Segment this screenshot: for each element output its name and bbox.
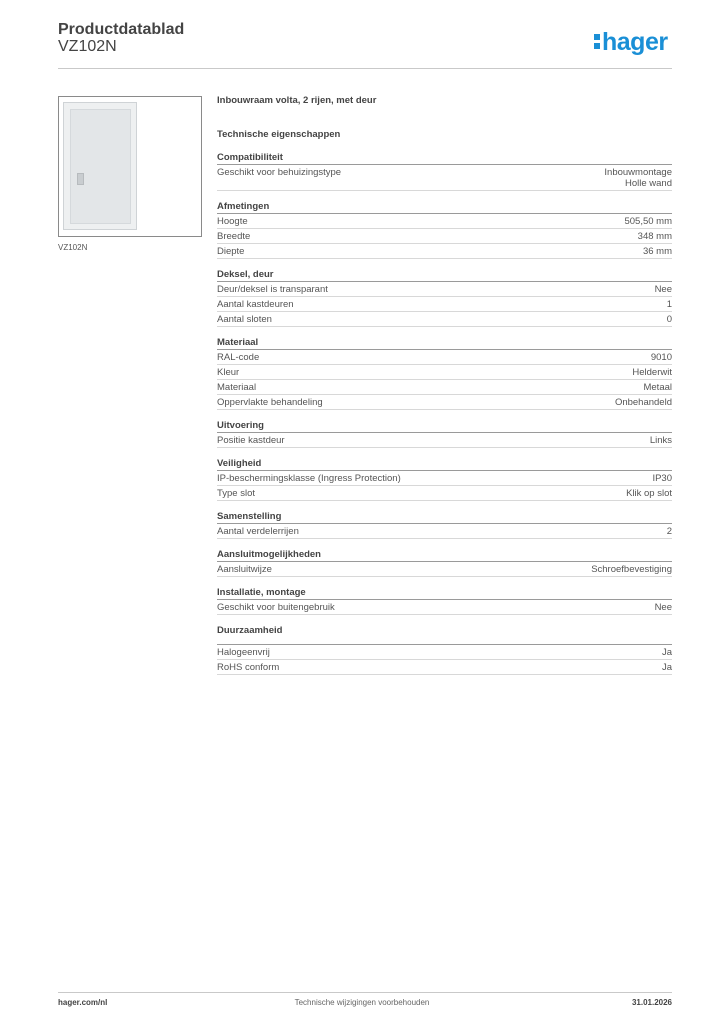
spec-value-line: 2	[666, 526, 672, 537]
spec-value-line: Klik op slot	[626, 488, 672, 499]
spec-content	[217, 95, 672, 684]
spec-value-line: 36 mm	[642, 246, 672, 257]
footer-date: 31.01.2026	[631, 998, 672, 1007]
spec-row	[217, 350, 672, 365]
hager-logo	[594, 28, 668, 57]
logo-text: hager	[602, 28, 668, 56]
spec-label: Aantal verdelerrijen	[217, 526, 299, 537]
spec-value	[643, 382, 672, 393]
spec-label: Breedte	[217, 231, 251, 242]
spec-row	[217, 380, 672, 395]
spec-label: Kleur	[217, 367, 240, 378]
spec-value	[655, 602, 672, 613]
spec-value	[615, 397, 672, 408]
footer-website[interactable]: hager.com/nl	[58, 998, 108, 1007]
product-title: Inbouwraam volta, 2 rijen, met deur	[217, 95, 377, 106]
spec-row	[217, 297, 672, 312]
spec-section	[217, 457, 672, 501]
spec-value-line: Links	[649, 435, 672, 446]
spec-value-line: 505,50 mm	[624, 216, 672, 227]
spec-row	[217, 660, 672, 675]
spec-label: Halogeenvrij	[217, 647, 270, 658]
spec-section	[217, 151, 672, 191]
page-title: Productdatablad	[58, 21, 185, 38]
spec-section	[217, 548, 672, 577]
spec-value-line: 9010	[650, 352, 672, 363]
spec-label: Diepte	[217, 246, 245, 257]
spec-label: IP-beschermingsklasse (Ingress Protection)	[217, 473, 401, 484]
spec-value-line: Nee	[654, 284, 672, 295]
footer-disclaimer: Technische wijzigingen voorbehouden	[294, 998, 430, 1007]
spec-value	[626, 488, 672, 499]
spec-value	[667, 314, 672, 325]
spec-label: Geschikt voor buitengebruik	[217, 602, 335, 613]
spec-value	[667, 526, 672, 537]
spec-value	[632, 367, 672, 378]
spec-value-line: IP30	[652, 473, 672, 484]
spec-label: Hoogte	[217, 216, 248, 227]
spec-value-line: Onbehandeld	[614, 397, 672, 408]
spec-row	[217, 312, 672, 327]
spec-row	[217, 395, 672, 410]
spec-value-line: Ja	[661, 647, 672, 658]
spec-value-line: 0	[666, 314, 672, 325]
spec-section	[217, 336, 672, 410]
section-title: Samenstelling	[217, 510, 672, 524]
spec-value-line: Inbouwmontage	[604, 167, 672, 178]
spec-row	[217, 486, 672, 501]
spec-label: Type slot	[217, 488, 256, 499]
spec-section	[217, 268, 672, 327]
section-title: Duurzaamheid	[217, 625, 283, 636]
spec-section	[217, 200, 672, 259]
door-panel	[70, 109, 131, 224]
spec-value-line: Schroefbevestiging	[591, 564, 672, 575]
spec-value-line: Holle wand	[625, 178, 672, 189]
spec-value-line: 348 mm	[637, 231, 672, 242]
spec-value	[643, 246, 672, 257]
spec-label: Positie kastdeur	[217, 435, 285, 446]
spec-section	[217, 586, 672, 615]
spec-label: Geschikt voor behuizingstype	[217, 167, 342, 178]
spec-row	[217, 165, 672, 191]
spec-row	[217, 562, 672, 577]
product-image	[58, 96, 202, 237]
section-title: Uitvoering	[217, 419, 672, 433]
spec-label: Aansluitwijze	[217, 564, 272, 575]
spec-label: Aantal kastdeuren	[217, 299, 294, 310]
section-title: Deksel, deur	[217, 268, 672, 282]
spec-value	[651, 352, 672, 363]
spec-sections	[217, 151, 672, 675]
spec-value-line: Metaal	[643, 382, 672, 393]
spec-row	[217, 433, 672, 448]
spec-value	[667, 299, 672, 310]
spec-row	[217, 229, 672, 244]
section-divider	[217, 637, 672, 645]
spec-value	[638, 231, 672, 242]
section-title: Compatibiliteit	[217, 151, 672, 165]
spec-label: Oppervlakte behandeling	[217, 397, 323, 408]
spec-label: Deur/deksel is transparant	[217, 284, 328, 295]
spec-value-line: Ja	[661, 662, 672, 673]
spec-row	[217, 471, 672, 486]
spec-section	[217, 419, 672, 448]
image-caption: VZ102N	[58, 243, 88, 252]
product-code: VZ102N	[58, 38, 117, 55]
spec-label: Materiaal	[217, 382, 257, 393]
spec-value	[662, 647, 672, 658]
spec-value-line: Helderwit	[632, 367, 672, 378]
spec-value-line: Nee	[654, 602, 672, 613]
section-title: Veiligheid	[217, 457, 672, 471]
spec-row	[217, 600, 672, 615]
section-title: Aansluitmogelijkheden	[217, 548, 672, 562]
spec-value	[624, 216, 672, 227]
spec-label: RoHS conform	[217, 662, 280, 673]
spec-value	[604, 167, 672, 189]
section-title: Installatie, montage	[217, 586, 672, 600]
spec-value	[655, 284, 672, 295]
spec-section	[217, 510, 672, 539]
spec-row	[217, 244, 672, 259]
spec-label: Aantal sloten	[217, 314, 272, 325]
section-title: Materiaal	[217, 336, 672, 350]
spec-row	[217, 282, 672, 297]
tech-heading: Technische eigenschappen	[217, 129, 341, 140]
spec-section	[217, 624, 672, 675]
enclosure-door-icon	[63, 102, 137, 230]
spec-row	[217, 645, 672, 660]
section-title: Afmetingen	[217, 200, 672, 214]
door-handle-icon	[77, 173, 84, 185]
header-divider	[58, 68, 672, 69]
spec-value	[650, 435, 672, 446]
logo-colon-icon	[594, 32, 602, 52]
spec-value	[591, 564, 672, 575]
spec-value	[652, 473, 672, 484]
spec-row	[217, 365, 672, 380]
spec-row	[217, 524, 672, 539]
spec-label: RAL-code	[217, 352, 260, 363]
spec-value-line: 1	[666, 299, 672, 310]
footer-divider	[58, 992, 672, 993]
spec-value	[662, 662, 672, 673]
spec-row	[217, 214, 672, 229]
